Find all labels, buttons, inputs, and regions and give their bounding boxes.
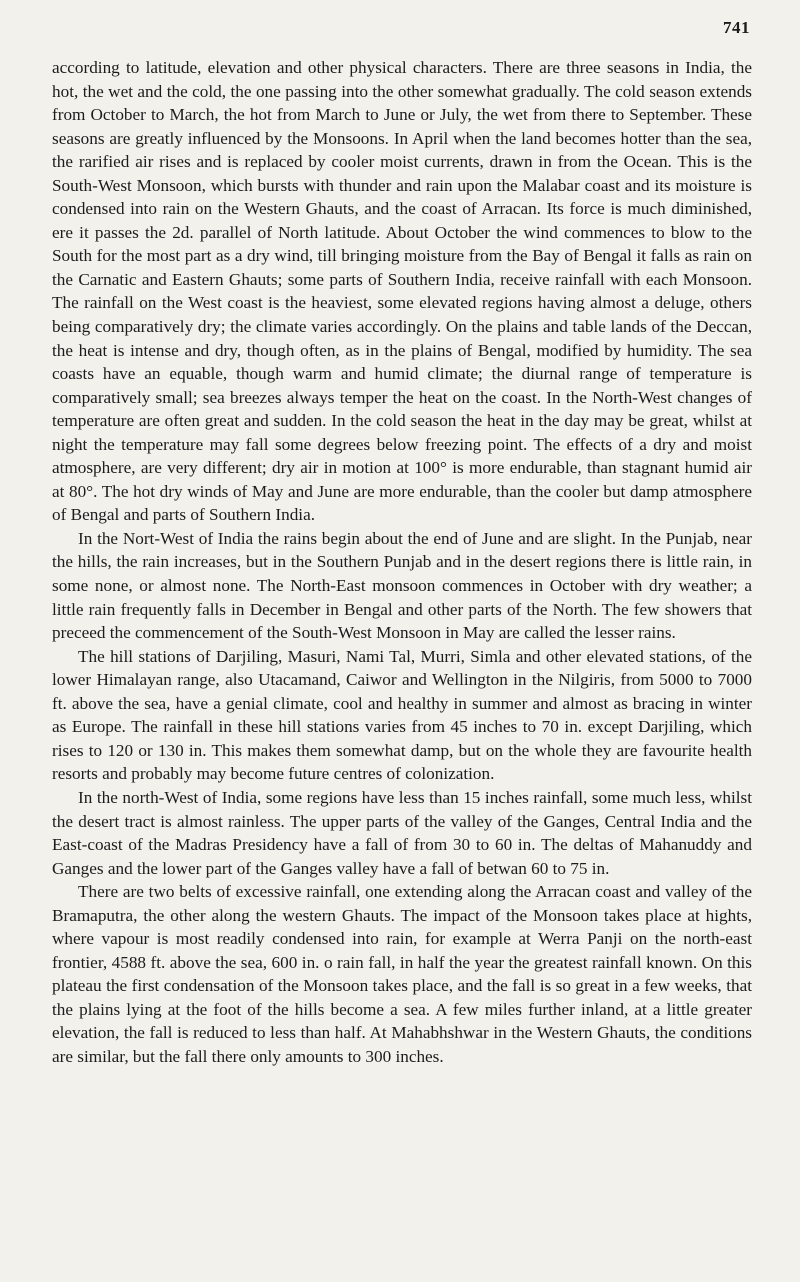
- paragraph-rainfall-regions: In the north-West of India, some regions have less than 15 inches rainfall, some much less, whilst the desert tract is almost rainless. The upper parts of the valley of the Ganges, Central India and the East-coast of the Madras Presidency have a fall of from 30 to 60 in. The deltas of Mahanuddy and Ganges and the lower part of the Ganges valley have a fall of betwan 60 to 75 in.: [52, 787, 752, 878]
- paragraph-excessive-rainfall: There are two belts of excessive rainfall, one extending along the Arracan coast and valley of the Bramaputra, the other along the western Ghauts. The impact of the Monsoon takes place at hights, where vapour is most readily condensed into rain, for example at Werra Panji on the north-east frontier, 4588 ft. above the sea, 600 in. o rain fall, in half the year the greatest rainfall known. On this plateau the first condensation of the Monsoon takes place, and the fall is so great in a few weeks, that the plains lying at the foot of the hills become a sea. A few miles further inland, at a little greater elevation, the fall is reduced to less than half. At Mahabhshwar in the Western Ghauts, the conditions are similar, but the fall there only amounts to 300 inches.: [52, 882, 752, 1066]
- paragraph-northwest-rains: In the Nort-West of India the rains begin about the end of June and are slight. In the Punjab, near the hills, the rain increases, but in the Southern Punjab and in the desert regions there is little rain, in some none, or almost none. The North-East monsoon commences in October with dry weather; a little rain frequently falls in December in Bengal and other parts of the North. The few showers that preceed the commencement of the South-West Monsoon in May are called the lesser rains.: [52, 528, 752, 643]
- page-number: 741: [723, 18, 750, 37]
- paragraph-hill-stations: The hill stations of Darjiling, Masuri, Nami Tal, Murri, Simla and other elevated stations, of the lower Himalayan range, also Utacamand, Caiwor and Wellington in the Nilgiris, from 5000 to 7000 ft. above the sea, have a genial climate, cool and healthy in summer and almost as bracing in winter as Europe. The rainfall in these hill stations varies from 45 inches to 70 in. except Darjiling, which rises to 120 or 130 in. This makes them somewhat damp, but on the whole they are favourite health resorts and probably may become future centres of colonization.: [52, 646, 752, 784]
- body-text: [52, 56, 752, 1069]
- paragraph-seasons: according to latitude, elevation and other physical characters. There are three seasons in India, the hot, the wet and the cold, the one passing into the other somewhat gradually. The cold season extends from October to March, the hot from March to June or July, the wet from there to September. These seasons are greatly influenced by the Monsoons. In April when the land becomes hotter than the sea, the rarified air rises and is replaced by cooler moist currents, drawn in from the Ocean. This is the South-West Monsoon, which bursts with thunder and rain upon the Malabar coast and its moisture is condensed into rain on the Western Ghauts, and the coast of Arracan. Its force is much diminished, ere it passes the 2d. parallel of North latitude. About October the wind commences to blow to the South for the most part as a dry wind, till bringing moisture from the Bay of Bengal it falls as rain on the Carnatic and Eastern Ghauts; some parts of Southern India, receive rainfall with each Monsoon. The rainfall on the West coast is the heaviest, some elevated regions having almost a deluge, others being comparatively dry; the climate varies accordingly. On the plains and table lands of the Deccan, the heat is intense and dry, though often, as in the plains of Bengal, modified by humidity. The sea coasts have an equable, though warm and humid climate; the diurnal range of temperature is comparatively small; sea breezes always temper the heat on the coast. In the North-West changes of temperature are often great and sudden. In the cold season the heat in the day may be great, whilst at night the temperature may fall some degrees below freezing point. The effects of a dry and moist atmosphere, are very different; dry air in motion at 100° is more endurable, than stagnant humid air at 80°. The hot dry winds of May and June are more endurable, than the cooler but damp atmosphere of Bengal and parts of Southern India.: [52, 58, 752, 525]
